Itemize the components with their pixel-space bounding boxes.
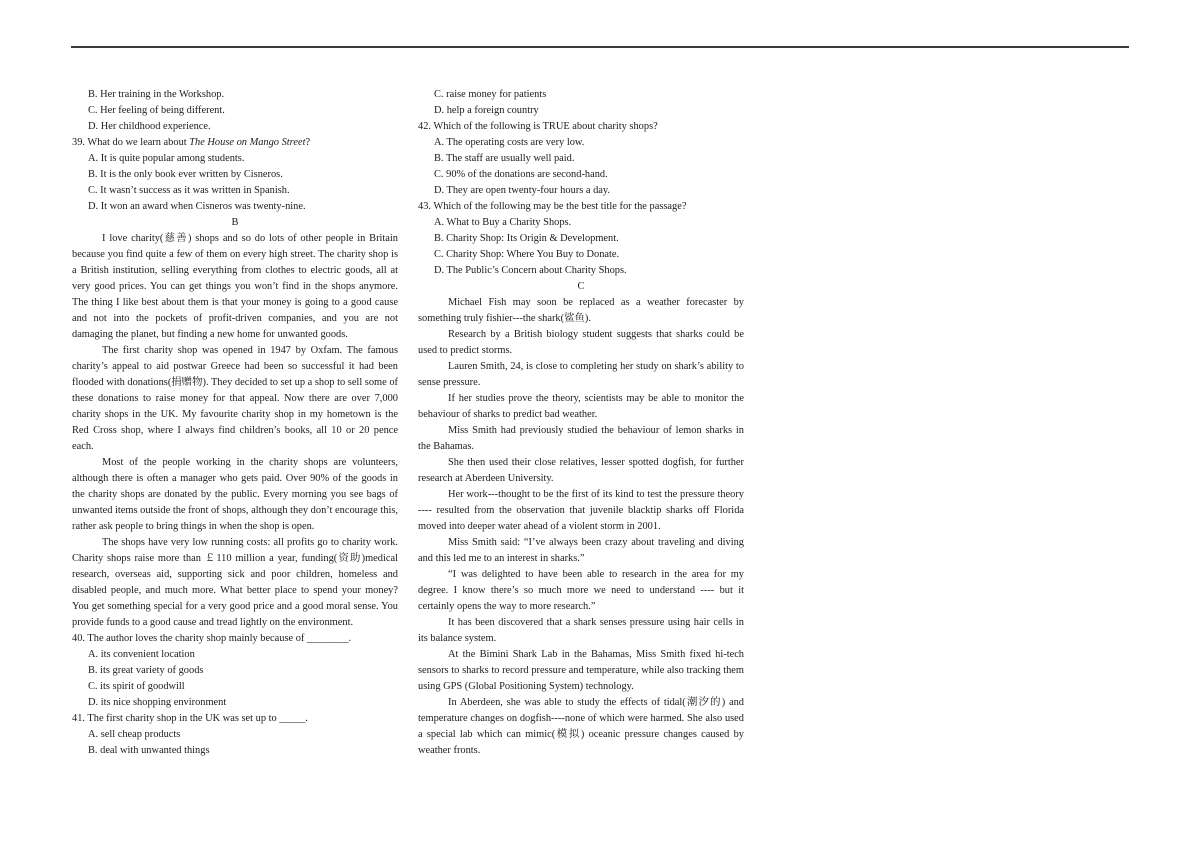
question-line: 40. The author loves the charity shop mainly because of ________.: [72, 633, 352, 644]
passage-paragraph: The first charity shop was opened in 1947 by Oxfam. The famous charity’s appeal to aid postwar Greece had been so successful it had been flooded with donations(捐赠物). They decided to set up a shop to sell some of these donations to raise money for that appeal. Now there are over 7,000 charity shops in the UK. My favourite charity shop in my hometown is the Red Cross shop, where I always find children’s books, all 10 or 20 pence each.: [72, 345, 398, 452]
answer-option-line: A. What to Buy a Charity Shops.: [434, 217, 572, 228]
text-run: ?: [305, 137, 311, 148]
answer-option-line: C. 90% of the donations are second-hand.: [434, 169, 608, 180]
answer-option-line: B. It is the only book ever written by Cisneros.: [88, 169, 283, 180]
answer-option-line: C. Her feeling of being different.: [88, 105, 225, 116]
answer-option-line: D. They are open twenty-four hours a day.: [434, 185, 611, 196]
book-title-italic: The House on Mango Street: [189, 137, 306, 148]
answer-option-line: D. It won an award when Cisneros was twenty-nine.: [88, 201, 306, 212]
answer-option-line: D. Her childhood experience.: [88, 121, 211, 132]
answer-option-line: B. deal with unwanted things: [88, 745, 210, 756]
text-run: 39. What do we learn about: [72, 137, 190, 148]
passage-paragraph: Most of the people working in the charity shops are volunteers, although there is often a manager who gets paid. Over 90% of the goods in the charity shops are donated by the public. Every morning you see bags of unwanted items outside the front of shops, although they don’t encourage this, rather ask people to bring things in when the shop is open.: [72, 457, 398, 532]
passage-section-label: B: [231, 217, 239, 228]
answer-option-line: C. Charity Shop: Where You Buy to Donate.: [434, 249, 620, 260]
answer-option-line: C. its spirit of goodwill: [88, 681, 185, 692]
passage-paragraph: Michael Fish may soon be replaced as a weather forecaster by something truly fishier---the shark(鲨鱼).: [418, 297, 744, 324]
answer-option-line: A. sell cheap products: [88, 729, 181, 740]
top-horizontal-rule: [71, 46, 1129, 48]
answer-option-line: B. Her training in the Workshop.: [88, 89, 225, 100]
passage-paragraph: Her work---thought to be the first of its kind to test the pressure theory ---- resulted from the observation that juvenile blacktip sharks off Florida moved into deeper water ahead of a violent storm in 2001.: [418, 489, 744, 532]
passage-paragraph: In Aberdeen, she was able to study the effects of tidal(潮汐的) and temperature changes on dogfish----none of which were harmed. She also used a special lab which can mimic(模拟) oceanic pressure changes caused by weather fronts.: [418, 697, 744, 756]
passage-paragraph: Miss Smith said: “I’ve always been crazy about traveling and diving and this led me to an interest in sharks.”: [418, 537, 744, 564]
passage-paragraph: If her studies prove the theory, scientists may be able to monitor the behaviour of sharks to predict bad weather.: [418, 393, 744, 420]
passage-paragraph: She then used their close relatives, lesser spotted dogfish, for further research at Aberdeen University.: [418, 457, 744, 484]
answer-option-line: C. It wasn’t success as it was written in Spanish.: [88, 185, 290, 196]
passage-paragraph: “I was delighted to have been able to research in the area for my degree. I know there’s so much more we need to understand ---- but it certainly opens the way to more research.”: [418, 569, 744, 612]
right-column: [418, 87, 744, 759]
answer-option-line: D. help a foreign country: [434, 105, 539, 116]
answer-option-line: A. It is quite popular among students.: [88, 153, 245, 164]
passage-paragraph: Research by a British biology student suggests that sharks could be used to predict storms.: [418, 329, 744, 356]
answer-option-line: A. The operating costs are very low.: [434, 137, 585, 148]
question-line: [72, 135, 398, 151]
question-line: 43. Which of the following may be the best title for the passage?: [418, 201, 687, 212]
passage-paragraph: It has been discovered that a shark senses pressure using hair cells in its balance system.: [418, 617, 744, 644]
question-line: 42. Which of the following is TRUE about charity shops?: [418, 121, 658, 132]
passage-section-label: C: [577, 281, 585, 292]
passage-paragraph: Miss Smith had previously studied the behaviour of lemon sharks in the Bahamas.: [418, 425, 744, 452]
question-line: 41. The first charity shop in the UK was set up to _____.: [72, 713, 308, 724]
left-column: [72, 87, 398, 759]
answer-option-line: D. The Public’s Concern about Charity Shops.: [434, 265, 627, 276]
answer-option-line: C. raise money for patients: [434, 89, 547, 100]
answer-option-line: D. its nice shopping environment: [88, 697, 227, 708]
answer-option-line: B. its great variety of goods: [88, 665, 204, 676]
answer-option-line: A. its convenient location: [88, 649, 195, 660]
answer-option-line: B. The staff are usually well paid.: [434, 153, 575, 164]
passage-paragraph: Lauren Smith, 24, is close to completing her study on shark’s ability to sense pressure.: [418, 361, 744, 388]
text-columns: [72, 87, 744, 759]
passage-paragraph: I love charity(慈善) shops and so do lots of other people in Britain because you find quite a few of them on every high street. The charity shop is a British institution, selling everything from clothes to electric goods, all at very good prices. You can get things you won’t find in the shops anymore. The thing I like best about them is that your money is going to a good cause and not into the pockets of profit-driven companies, and you are not damaging the planet, but finding a new home for unwanted goods.: [72, 233, 398, 340]
passage-paragraph: The shops have very low running costs: all profits go to charity work. Charity shops raise more than ￡110 million a year, funding(资助)medical research, overseas aid, supporting sick and poor children, homeless and disabled people, and much more. What better place to spend your money? You get something special for a very good price and a good moral sense. You provide funds to a good cause and tread lightly on the environment.: [72, 537, 398, 628]
passage-paragraph: At the Bimini Shark Lab in the Bahamas, Miss Smith fixed hi-tech sensors to sharks to record pressure and temperature, while also tracking them using GPS (Global Positioning System) technology.: [418, 649, 744, 692]
answer-option-line: B. Charity Shop: Its Origin & Development.: [434, 233, 619, 244]
